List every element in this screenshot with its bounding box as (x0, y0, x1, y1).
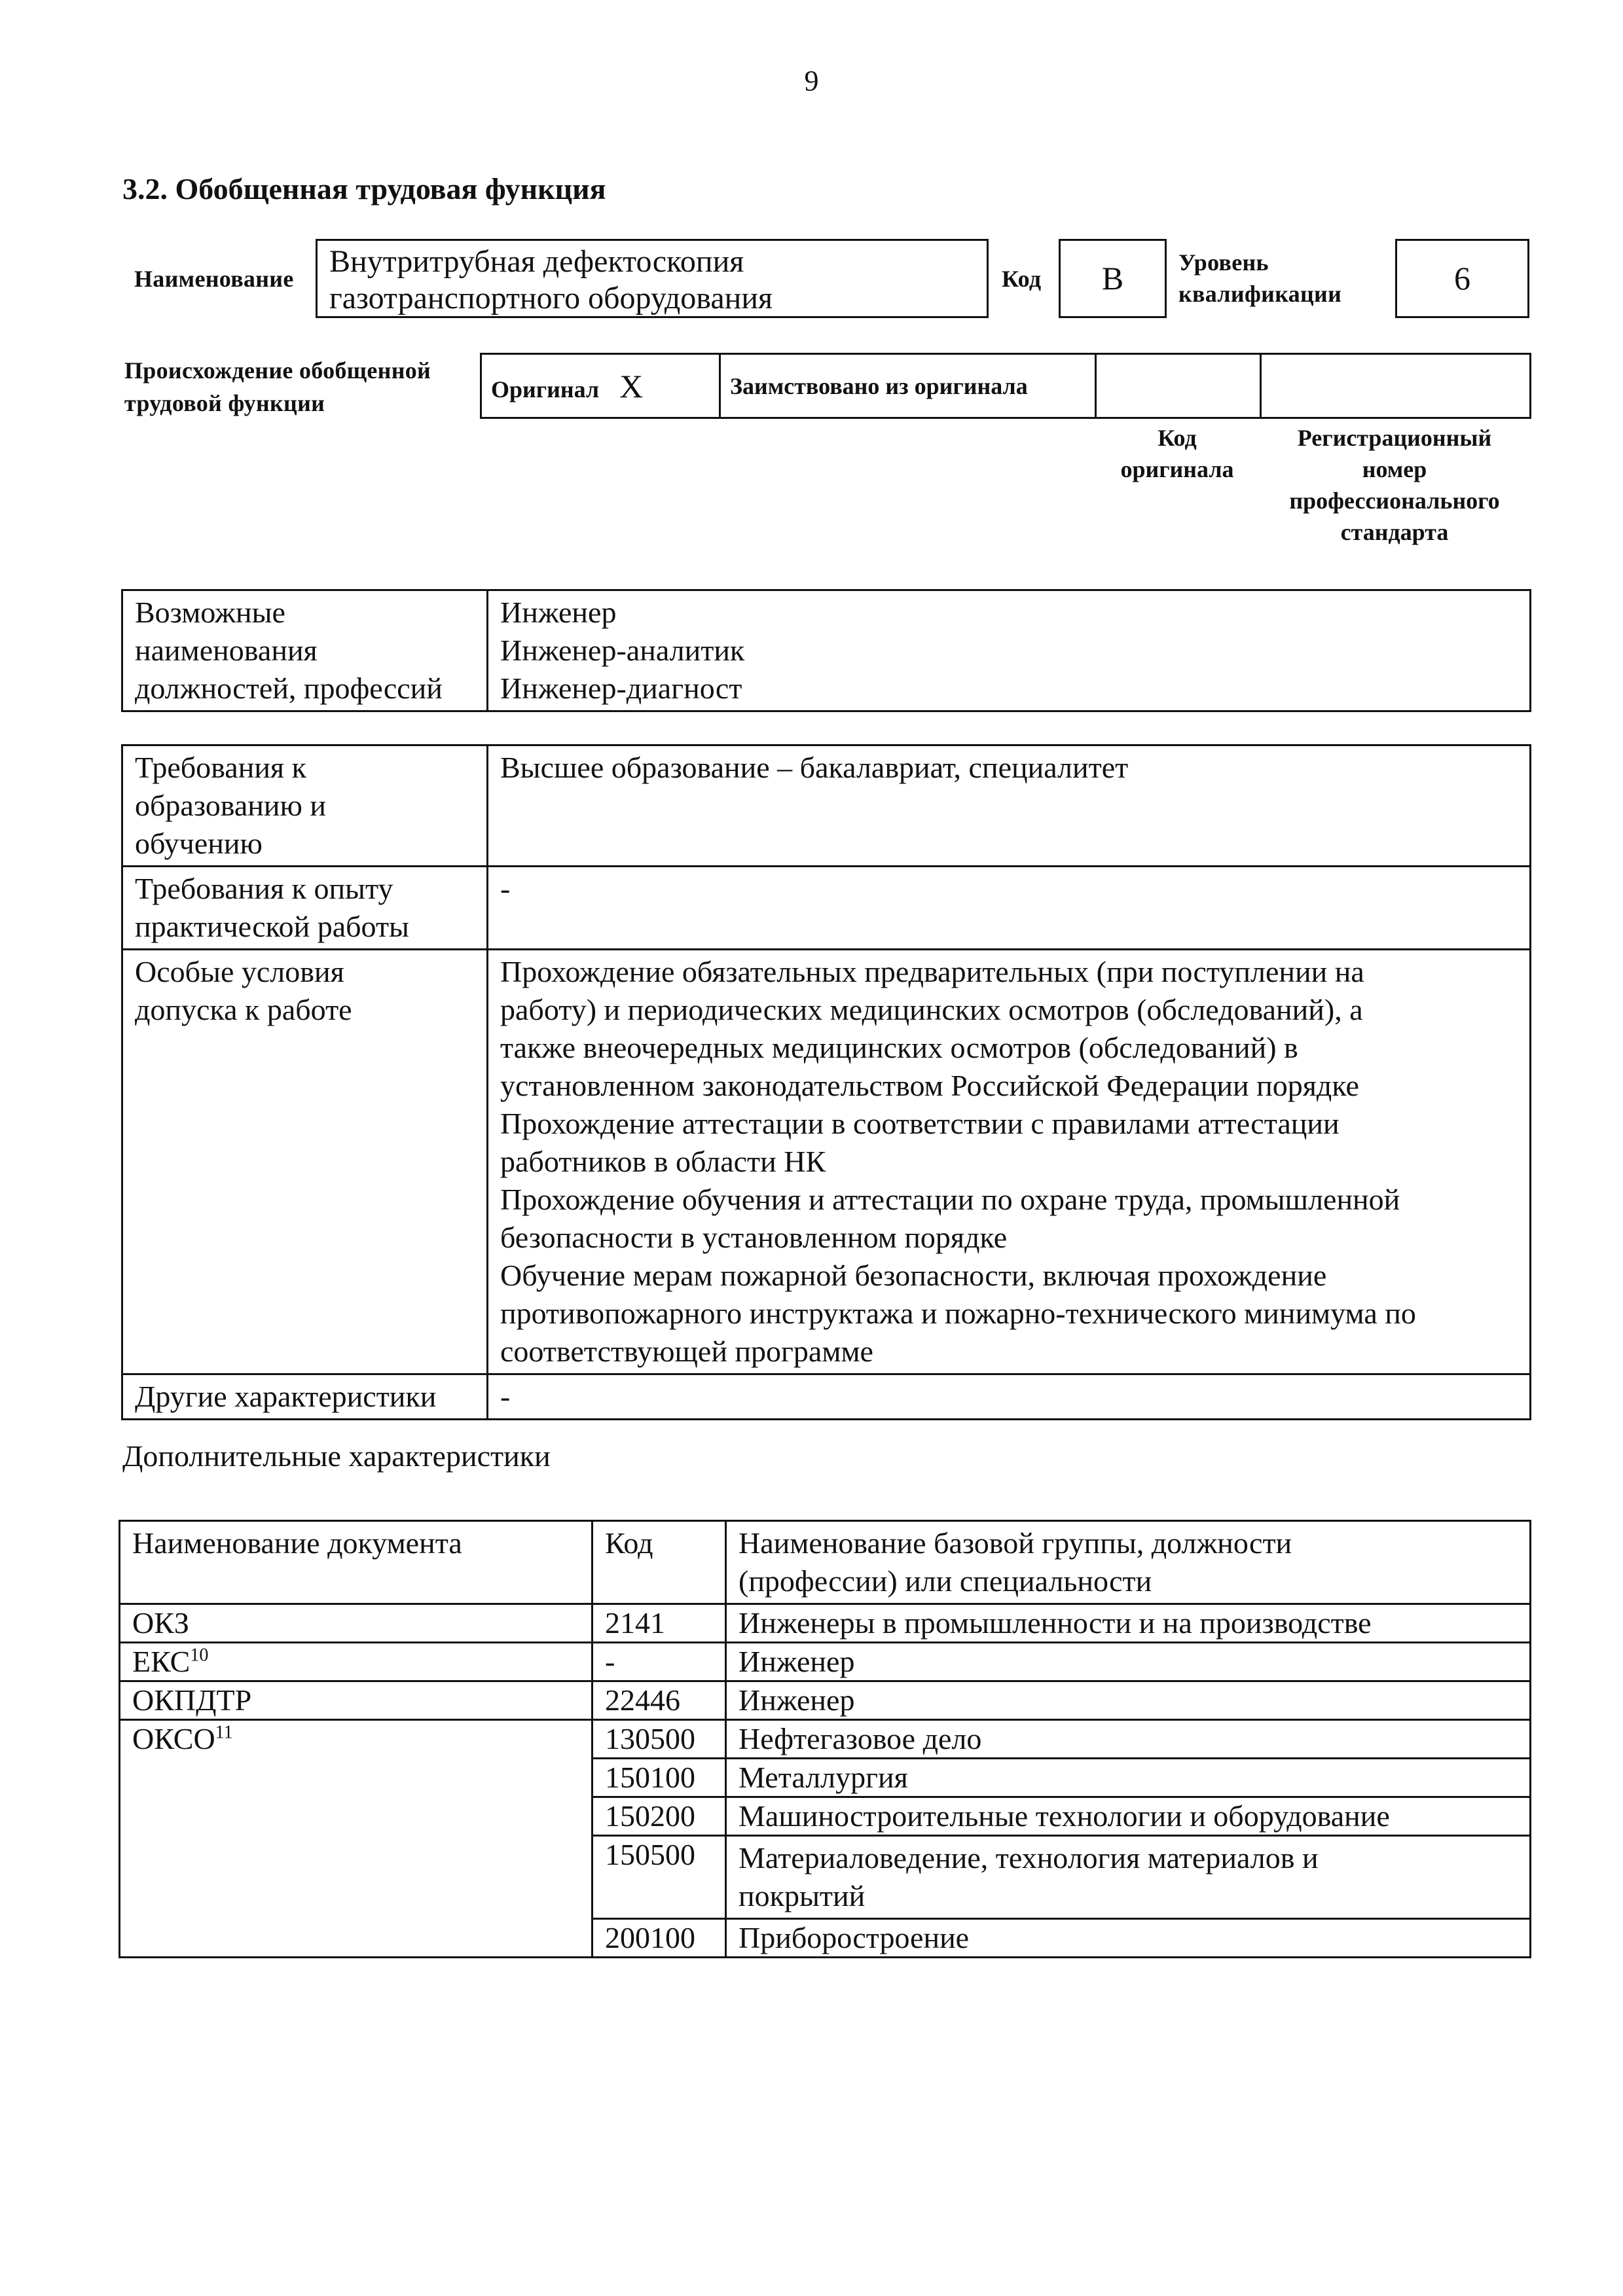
code-cell (593, 1604, 726, 1643)
origin-label-line2: трудовой функции (124, 390, 325, 416)
doc-cell (120, 1643, 593, 1681)
doc-name: ОКЗ (132, 1606, 189, 1640)
special-line: Прохождение аттестации в соответствии с правилами аттестации (500, 1107, 1340, 1140)
positions-values-cell (488, 590, 1531, 711)
level-value: 6 (1454, 260, 1470, 296)
section-title: 3.2. Обобщенная трудовая функция (122, 172, 606, 206)
level-label-line1: Уровень (1178, 249, 1269, 276)
group-name-line2: покрытий (739, 1879, 866, 1912)
code-cell (593, 1759, 726, 1797)
additional-table (119, 1520, 1531, 1958)
special-line: Прохождение обучения и аттестации по охране труда, промышленной (500, 1183, 1400, 1216)
experience-value: - (500, 872, 511, 905)
special-line: соответствующей программе (500, 1335, 873, 1368)
education-value: Высшее образование – бакалавриат, специалитет (500, 751, 1129, 784)
positions-label-cell (122, 590, 488, 711)
group-name: Нефтегазовое дело (739, 1722, 982, 1755)
doc-name: ЕКС (132, 1645, 191, 1678)
col-code-label: Код (605, 1526, 653, 1560)
doc-code: 2141 (605, 1606, 665, 1640)
doc-cell (120, 1604, 593, 1643)
name-value-line1: Внутритрубная дефектоскопия (329, 244, 744, 279)
footnote-ref: 10 (190, 1645, 209, 1666)
code-value: B (1101, 260, 1124, 296)
position-item: Инженер-диагност (500, 672, 742, 705)
other-label: Другие характеристики (135, 1380, 437, 1413)
group-cell (726, 1759, 1531, 1797)
doc-code: 22446 (605, 1683, 680, 1717)
special-line: Обучение мерам пожарной безопасности, включая прохождение (500, 1259, 1327, 1292)
other-label-cell (122, 1374, 488, 1420)
doc-code: 150200 (605, 1799, 695, 1833)
borrowed-label: Заимствовано из оригинала (730, 372, 1028, 399)
experience-value-cell (488, 867, 1531, 950)
origin-table (480, 353, 1531, 419)
doc-code: - (605, 1645, 615, 1678)
table-row (120, 1681, 1531, 1720)
education-value-cell (488, 745, 1531, 867)
code-value-box (1059, 239, 1167, 318)
positions-label-line2: наименования (135, 634, 318, 667)
special-line: работников в области НК (500, 1145, 826, 1178)
origin-code-cell (1096, 354, 1261, 418)
doc-code: 150500 (605, 1838, 695, 1871)
caption-code-line2: оригинала (1120, 456, 1234, 482)
group-cell (726, 1720, 1531, 1759)
name-value-box (316, 239, 989, 318)
special-line: противопожарного инструктажа и пожарно-технического минимума по (500, 1297, 1416, 1330)
special-label-line1: Особые условия (135, 955, 344, 988)
doc-name: ОКСО (132, 1722, 215, 1755)
col-doc-header (120, 1521, 593, 1604)
code-cell (593, 1919, 726, 1958)
special-line: Прохождение обязательных предварительных (при поступлении на (500, 955, 1364, 988)
group-cell (726, 1797, 1531, 1836)
origin-label-line1: Происхождение обобщенной (124, 357, 431, 384)
caption-reg-line2: номер (1362, 456, 1427, 482)
special-label-cell (122, 950, 488, 1374)
additional-heading: Дополнительные характеристики (122, 1439, 551, 1473)
table-row (120, 1604, 1531, 1643)
group-name: Металлургия (739, 1761, 908, 1794)
caption-reg-number (1260, 422, 1529, 548)
education-label-line1: Требования к (135, 751, 306, 784)
experience-label-line1: Требования к опыту (135, 872, 393, 905)
position-item: Инженер-аналитик (500, 634, 745, 667)
group-name: Инженер (739, 1683, 855, 1717)
special-line: установленном законодательством Российской Федерации порядке (500, 1069, 1359, 1102)
doc-code: 130500 (605, 1722, 695, 1755)
original-mark: X (619, 367, 644, 404)
col-code-header (593, 1521, 726, 1604)
table-row (120, 1720, 1531, 1759)
group-name: Машиностроительные технологии и оборудование (739, 1799, 1390, 1833)
code-label: Код (1002, 266, 1042, 292)
code-cell (593, 1797, 726, 1836)
page-number: 9 (804, 65, 819, 97)
education-label-cell (122, 745, 488, 867)
origin-borrowed-cell (720, 354, 1096, 418)
special-value-cell (488, 950, 1531, 1374)
experience-label-cell (122, 867, 488, 950)
special-label-line2: допуска к работе (135, 993, 352, 1026)
group-cell (726, 1919, 1531, 1958)
group-name: Инженер (739, 1645, 855, 1678)
education-label-line2: образованию и (135, 789, 326, 822)
education-label-line3: обучению (135, 827, 263, 860)
group-cell (726, 1604, 1531, 1643)
level-label-line2: квалификации (1178, 281, 1342, 307)
caption-code-original (1095, 422, 1260, 485)
special-line: работу) и периодических медицинских осмотров (обследований), а (500, 993, 1363, 1026)
group-name-line1: Материаловедение, технология материалов и (739, 1841, 1319, 1874)
group-cell (726, 1681, 1531, 1720)
col-name-header (726, 1521, 1531, 1604)
name-value-line2: газотранспортного оборудования (329, 281, 773, 315)
positions-label-line3: должностей, профессий (135, 672, 443, 705)
footnote-ref: 11 (215, 1722, 233, 1743)
doc-code: 150100 (605, 1761, 695, 1794)
position-item: Инженер (500, 596, 617, 629)
positions-label-line1: Возможные (135, 596, 285, 629)
other-value: - (500, 1380, 511, 1413)
doc-cell (120, 1681, 593, 1720)
original-label: Оригинал (491, 376, 600, 403)
group-cell (726, 1836, 1531, 1919)
special-line: также внеочередных медицинских осмотров (обследований) в (500, 1031, 1298, 1064)
origin-reg-cell (1261, 354, 1531, 418)
col-name-label-line2: (профессии) или специальности (739, 1564, 1152, 1598)
code-cell (593, 1681, 726, 1720)
caption-code-line1: Код (1158, 425, 1197, 451)
code-cell (593, 1720, 726, 1759)
code-cell (593, 1643, 726, 1681)
requirements-table (121, 744, 1531, 1420)
caption-reg-line4: стандарта (1340, 519, 1449, 545)
table-row (120, 1643, 1531, 1681)
positions-table (121, 589, 1531, 712)
doc-cell (120, 1720, 593, 1958)
experience-label-line2: практической работы (135, 910, 409, 943)
group-name: Приборостроение (739, 1921, 970, 1954)
name-label: Наименование (134, 266, 294, 292)
doc-name: ОКПДТР (132, 1683, 252, 1717)
code-cell (593, 1836, 726, 1919)
other-value-cell (488, 1374, 1531, 1420)
group-cell (726, 1643, 1531, 1681)
col-doc-label: Наименование документа (132, 1526, 462, 1560)
col-name-label-line1: Наименование базовой группы, должности (739, 1526, 1292, 1560)
caption-reg-line3: профессионального (1289, 488, 1500, 514)
doc-code: 200100 (605, 1921, 695, 1954)
caption-reg-line1: Регистрационный (1297, 425, 1492, 451)
special-line: безопасности в установленном порядке (500, 1221, 1008, 1254)
additional-header-row (120, 1521, 1531, 1604)
level-value-box (1395, 239, 1529, 318)
origin-original-cell (481, 354, 720, 418)
group-name: Инженеры в промышленности и на производстве (739, 1606, 1372, 1640)
